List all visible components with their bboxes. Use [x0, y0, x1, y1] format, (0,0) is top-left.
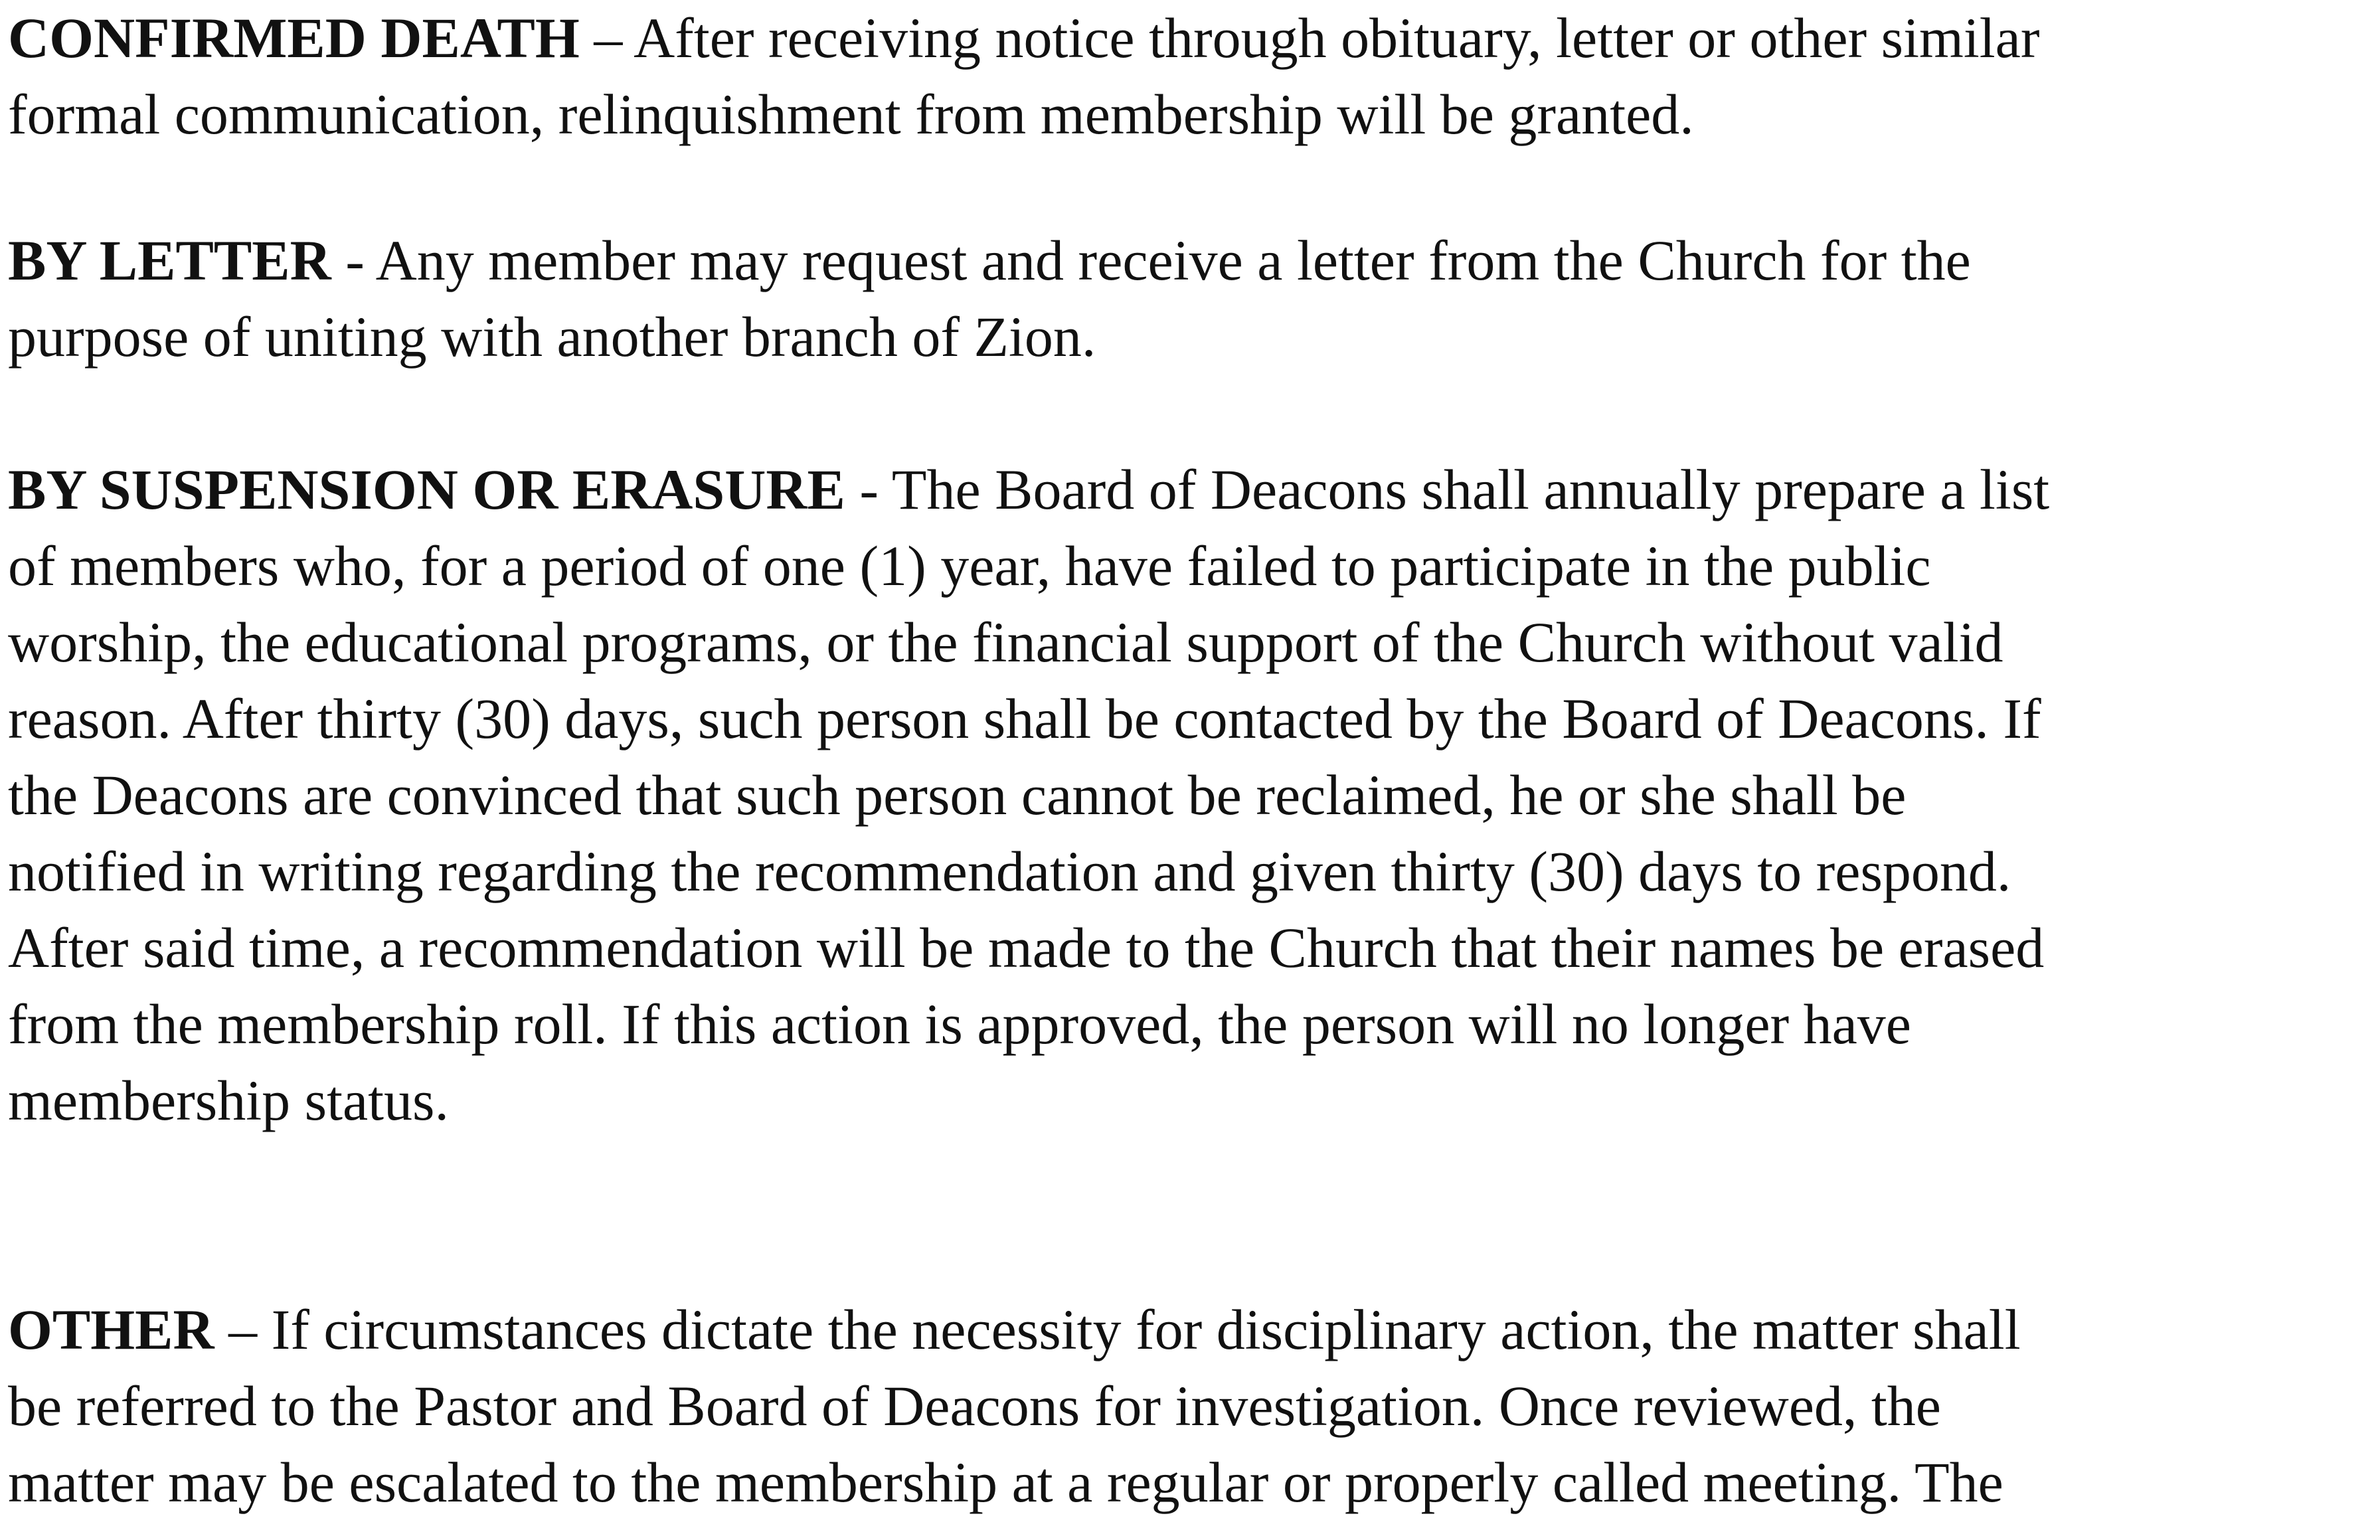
paragraph-line [8, 0, 2372, 76]
body-text: After receiving notice through obituary, letter or other similar [634, 6, 2040, 70]
section-suspension-or-erasure [8, 452, 2372, 1139]
paragraph-line: of members who, for a period of one (1) year, have failed to participate in the public [8, 534, 1931, 598]
paragraph-line: matter may be escalated to the membership at a regular or properly called meeting. The [8, 1450, 2003, 1514]
section-other [8, 1292, 2372, 1521]
paragraph-line: notified in writing regarding the recommendation and given thirty (30) days to respond. [8, 839, 2011, 903]
paragraph-line: worship, the educational programs, or the financial support of the Church without valid [8, 610, 2003, 674]
heading-separator: – [214, 1298, 272, 1361]
section-heading: CONFIRMED DEATH [8, 6, 580, 70]
paragraph-line: be referred to the Pastor and Board of Deacons for investigation. Once reviewed, the [8, 1374, 1941, 1438]
paragraph-line: formal communication, relinquishment from membership will be granted. [8, 82, 1694, 146]
paragraph-line: purpose of uniting with another branch of Zion. [8, 305, 1096, 369]
heading-separator: - [331, 228, 376, 292]
body-text: Any member may request and receive a letter from the Church for the [375, 228, 1971, 292]
paragraph-line [8, 1292, 2372, 1368]
body-text: If circumstances dictate the necessity for disciplinary action, the matter shall [271, 1298, 2021, 1361]
paragraph-line: After said time, a recommendation will be made to the Church that their names be erased [8, 916, 2045, 980]
section-by-letter [8, 222, 2372, 375]
section-heading: BY SUSPENSION OR ERASURE [8, 458, 845, 521]
paragraph-line: the Deacons are convinced that such person cannot be reclaimed, he or she shall be [8, 763, 1907, 827]
heading-separator: - [845, 458, 892, 521]
paragraph-line: from the membership roll. If this action is approved, the person will no longer have [8, 992, 1911, 1056]
paragraph-line [8, 452, 2372, 528]
paragraph-line: membership status. [8, 1069, 450, 1132]
section-heading: OTHER [8, 1298, 214, 1361]
section-heading: BY LETTER [8, 228, 331, 292]
paragraph-line: reason. After thirty (30) days, such person shall be contacted by the Board of Deacons. If [8, 687, 2041, 750]
paragraph-line [8, 222, 2372, 299]
body-text: The Board of Deacons shall annually prepare a list [891, 458, 2050, 521]
section-confirmed-death [8, 0, 2372, 153]
heading-separator: – [579, 6, 634, 70]
